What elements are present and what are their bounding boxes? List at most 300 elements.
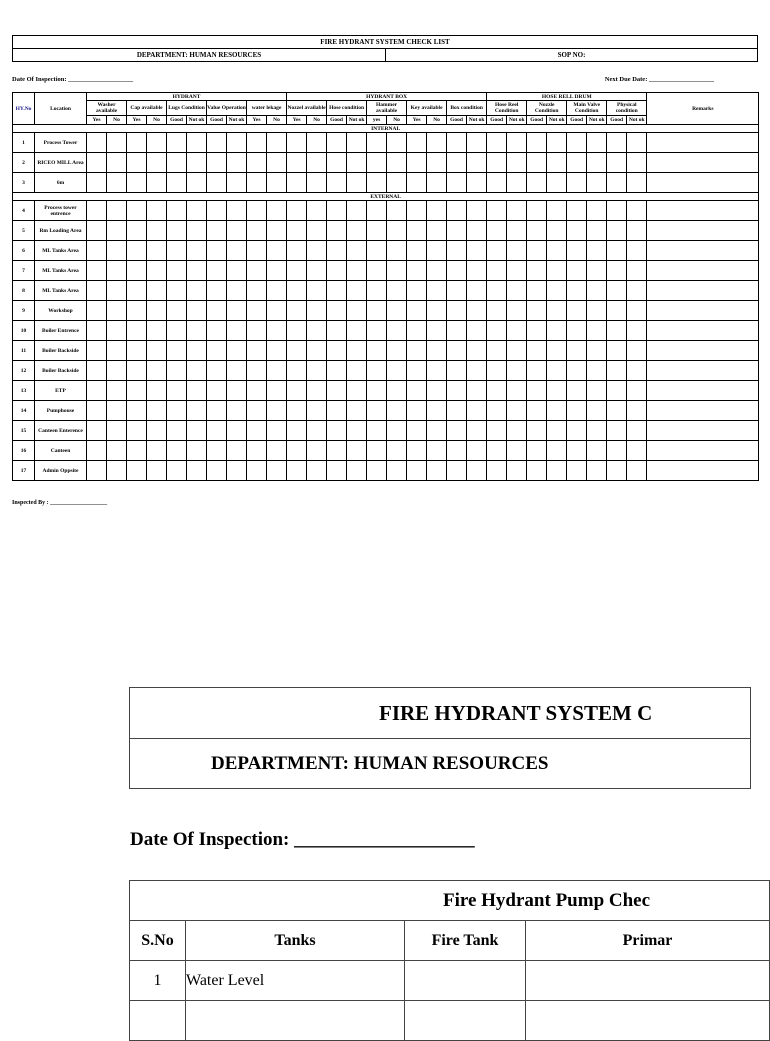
check-cell[interactable] (147, 153, 167, 173)
check-cell[interactable] (527, 341, 547, 361)
check-cell[interactable] (147, 201, 167, 221)
check-cell[interactable] (447, 301, 467, 321)
check-cell[interactable] (587, 201, 607, 221)
check-cell[interactable] (427, 461, 447, 481)
check-cell[interactable] (247, 153, 267, 173)
check-cell[interactable] (327, 261, 347, 281)
check-cell[interactable] (607, 321, 627, 341)
check-cell[interactable] (427, 301, 447, 321)
check-cell[interactable] (567, 221, 587, 241)
check-cell[interactable] (307, 321, 327, 341)
check-cell[interactable] (547, 221, 567, 241)
check-cell[interactable] (627, 301, 647, 321)
check-cell[interactable] (287, 153, 307, 173)
check-cell[interactable] (387, 421, 407, 441)
check-cell[interactable] (267, 221, 287, 241)
check-cell[interactable] (527, 221, 547, 241)
check-cell[interactable] (347, 133, 367, 153)
check-cell[interactable] (307, 281, 327, 301)
check-cell[interactable] (307, 421, 327, 441)
check-cell[interactable] (147, 261, 167, 281)
check-cell[interactable] (327, 381, 347, 401)
check-cell[interactable] (247, 201, 267, 221)
check-cell[interactable] (107, 133, 127, 153)
check-cell[interactable] (327, 173, 347, 193)
check-cell[interactable] (207, 301, 227, 321)
check-cell[interactable] (407, 461, 427, 481)
check-cell[interactable] (247, 281, 267, 301)
check-cell[interactable] (587, 441, 607, 461)
check-cell[interactable] (267, 301, 287, 321)
check-cell[interactable] (367, 441, 387, 461)
check-cell[interactable] (527, 301, 547, 321)
check-cell[interactable] (427, 441, 447, 461)
check-cell[interactable] (387, 261, 407, 281)
check-cell[interactable] (427, 241, 447, 261)
check-cell[interactable] (287, 281, 307, 301)
check-cell[interactable] (367, 153, 387, 173)
check-cell[interactable] (607, 173, 627, 193)
check-cell[interactable] (567, 133, 587, 153)
check-cell[interactable] (307, 361, 327, 381)
check-cell[interactable] (607, 301, 627, 321)
check-cell[interactable] (207, 321, 227, 341)
check-cell[interactable] (367, 221, 387, 241)
check-cell[interactable] (427, 321, 447, 341)
check-cell[interactable] (507, 201, 527, 221)
pump-cell[interactable] (526, 961, 770, 1001)
check-cell[interactable] (387, 461, 407, 481)
check-cell[interactable] (327, 133, 347, 153)
check-cell[interactable] (607, 401, 627, 421)
check-cell[interactable] (127, 201, 147, 221)
check-cell[interactable] (147, 321, 167, 341)
check-cell[interactable] (167, 201, 187, 221)
check-cell[interactable] (107, 401, 127, 421)
check-cell[interactable] (247, 361, 267, 381)
check-cell[interactable] (447, 421, 467, 441)
check-cell[interactable] (207, 341, 227, 361)
check-cell[interactable] (227, 361, 247, 381)
check-cell[interactable] (107, 421, 127, 441)
check-cell[interactable] (247, 321, 267, 341)
check-cell[interactable] (267, 261, 287, 281)
check-cell[interactable] (527, 461, 547, 481)
check-cell[interactable] (247, 381, 267, 401)
check-cell[interactable] (567, 381, 587, 401)
check-cell[interactable] (347, 201, 367, 221)
check-cell[interactable] (407, 381, 427, 401)
check-cell[interactable] (447, 221, 467, 241)
check-cell[interactable] (507, 221, 527, 241)
check-cell[interactable] (467, 461, 487, 481)
check-cell[interactable] (447, 153, 467, 173)
check-cell[interactable] (427, 421, 447, 441)
check-cell[interactable] (407, 301, 427, 321)
check-cell[interactable] (647, 321, 759, 341)
check-cell[interactable] (227, 381, 247, 401)
check-cell[interactable] (607, 133, 627, 153)
check-cell[interactable] (407, 281, 427, 301)
check-cell[interactable] (527, 421, 547, 441)
check-cell[interactable] (567, 361, 587, 381)
check-cell[interactable] (347, 421, 367, 441)
check-cell[interactable] (447, 261, 467, 281)
check-cell[interactable] (187, 441, 207, 461)
check-cell[interactable] (307, 301, 327, 321)
check-cell[interactable] (387, 201, 407, 221)
check-cell[interactable] (307, 261, 327, 281)
check-cell[interactable] (647, 341, 759, 361)
check-cell[interactable] (247, 441, 267, 461)
check-cell[interactable] (187, 221, 207, 241)
check-cell[interactable] (407, 221, 427, 241)
check-cell[interactable] (427, 261, 447, 281)
check-cell[interactable] (467, 401, 487, 421)
check-cell[interactable] (587, 153, 607, 173)
check-cell[interactable] (187, 401, 207, 421)
check-cell[interactable] (627, 361, 647, 381)
check-cell[interactable] (607, 221, 627, 241)
check-cell[interactable] (287, 301, 307, 321)
check-cell[interactable] (627, 173, 647, 193)
check-cell[interactable] (367, 461, 387, 481)
check-cell[interactable] (347, 153, 367, 173)
check-cell[interactable] (287, 201, 307, 221)
check-cell[interactable] (287, 241, 307, 261)
check-cell[interactable] (407, 173, 427, 193)
check-cell[interactable] (227, 321, 247, 341)
check-cell[interactable] (407, 241, 427, 261)
check-cell[interactable] (567, 153, 587, 173)
check-cell[interactable] (227, 221, 247, 241)
check-cell[interactable] (427, 341, 447, 361)
check-cell[interactable] (187, 133, 207, 153)
check-cell[interactable] (367, 341, 387, 361)
check-cell[interactable] (327, 341, 347, 361)
check-cell[interactable] (347, 221, 367, 241)
check-cell[interactable] (227, 281, 247, 301)
check-cell[interactable] (147, 401, 167, 421)
check-cell[interactable] (147, 441, 167, 461)
check-cell[interactable] (187, 461, 207, 481)
check-cell[interactable] (467, 301, 487, 321)
check-cell[interactable] (187, 281, 207, 301)
check-cell[interactable] (387, 173, 407, 193)
check-cell[interactable] (507, 461, 527, 481)
check-cell[interactable] (147, 301, 167, 321)
check-cell[interactable] (147, 341, 167, 361)
check-cell[interactable] (167, 361, 187, 381)
check-cell[interactable] (187, 361, 207, 381)
check-cell[interactable] (347, 341, 367, 361)
check-cell[interactable] (87, 301, 107, 321)
check-cell[interactable] (287, 441, 307, 461)
check-cell[interactable] (447, 173, 467, 193)
check-cell[interactable] (447, 381, 467, 401)
check-cell[interactable] (627, 281, 647, 301)
check-cell[interactable] (167, 381, 187, 401)
check-cell[interactable] (227, 241, 247, 261)
check-cell[interactable] (487, 401, 507, 421)
check-cell[interactable] (427, 381, 447, 401)
check-cell[interactable] (587, 341, 607, 361)
check-cell[interactable] (627, 441, 647, 461)
check-cell[interactable] (387, 381, 407, 401)
check-cell[interactable] (307, 201, 327, 221)
check-cell[interactable] (147, 281, 167, 301)
check-cell[interactable] (207, 201, 227, 221)
check-cell[interactable] (527, 281, 547, 301)
check-cell[interactable] (627, 241, 647, 261)
check-cell[interactable] (547, 461, 567, 481)
check-cell[interactable] (487, 261, 507, 281)
check-cell[interactable] (607, 441, 627, 461)
check-cell[interactable] (347, 301, 367, 321)
check-cell[interactable] (187, 201, 207, 221)
check-cell[interactable] (547, 321, 567, 341)
check-cell[interactable] (227, 201, 247, 221)
check-cell[interactable] (247, 461, 267, 481)
check-cell[interactable] (327, 281, 347, 301)
check-cell[interactable] (287, 173, 307, 193)
check-cell[interactable] (327, 421, 347, 441)
check-cell[interactable] (307, 381, 327, 401)
check-cell[interactable] (107, 281, 127, 301)
check-cell[interactable] (487, 361, 507, 381)
check-cell[interactable] (547, 341, 567, 361)
check-cell[interactable] (447, 201, 467, 221)
check-cell[interactable] (567, 281, 587, 301)
check-cell[interactable] (367, 381, 387, 401)
check-cell[interactable] (547, 401, 567, 421)
check-cell[interactable] (487, 201, 507, 221)
check-cell[interactable] (287, 321, 307, 341)
check-cell[interactable] (627, 221, 647, 241)
check-cell[interactable] (567, 341, 587, 361)
check-cell[interactable] (187, 261, 207, 281)
check-cell[interactable] (127, 381, 147, 401)
check-cell[interactable] (167, 261, 187, 281)
check-cell[interactable] (127, 321, 147, 341)
check-cell[interactable] (127, 421, 147, 441)
check-cell[interactable] (367, 321, 387, 341)
check-cell[interactable] (127, 401, 147, 421)
check-cell[interactable] (287, 461, 307, 481)
check-cell[interactable] (607, 261, 627, 281)
check-cell[interactable] (167, 301, 187, 321)
check-cell[interactable] (487, 281, 507, 301)
check-cell[interactable] (247, 241, 267, 261)
check-cell[interactable] (227, 341, 247, 361)
check-cell[interactable] (87, 153, 107, 173)
check-cell[interactable] (547, 153, 567, 173)
check-cell[interactable] (107, 301, 127, 321)
check-cell[interactable] (187, 173, 207, 193)
check-cell[interactable] (307, 461, 327, 481)
check-cell[interactable] (447, 441, 467, 461)
check-cell[interactable] (507, 381, 527, 401)
check-cell[interactable] (507, 241, 527, 261)
check-cell[interactable] (407, 361, 427, 381)
check-cell[interactable] (587, 401, 607, 421)
check-cell[interactable] (187, 301, 207, 321)
check-cell[interactable] (267, 361, 287, 381)
check-cell[interactable] (87, 341, 107, 361)
check-cell[interactable] (347, 401, 367, 421)
check-cell[interactable] (187, 421, 207, 441)
check-cell[interactable] (387, 301, 407, 321)
check-cell[interactable] (507, 173, 527, 193)
check-cell[interactable] (647, 301, 759, 321)
check-cell[interactable] (407, 133, 427, 153)
check-cell[interactable] (327, 153, 347, 173)
check-cell[interactable] (487, 441, 507, 461)
check-cell[interactable] (607, 281, 627, 301)
check-cell[interactable] (167, 421, 187, 441)
check-cell[interactable] (567, 421, 587, 441)
check-cell[interactable] (647, 133, 759, 153)
check-cell[interactable] (527, 201, 547, 221)
check-cell[interactable] (247, 261, 267, 281)
check-cell[interactable] (527, 321, 547, 341)
check-cell[interactable] (147, 173, 167, 193)
check-cell[interactable] (567, 321, 587, 341)
check-cell[interactable] (607, 341, 627, 361)
check-cell[interactable] (227, 401, 247, 421)
check-cell[interactable] (547, 173, 567, 193)
check-cell[interactable] (507, 421, 527, 441)
check-cell[interactable] (567, 241, 587, 261)
check-cell[interactable] (607, 421, 627, 441)
check-cell[interactable] (467, 221, 487, 241)
check-cell[interactable] (387, 133, 407, 153)
check-cell[interactable] (627, 153, 647, 173)
check-cell[interactable] (267, 201, 287, 221)
check-cell[interactable] (387, 341, 407, 361)
check-cell[interactable] (87, 401, 107, 421)
check-cell[interactable] (427, 361, 447, 381)
check-cell[interactable] (127, 301, 147, 321)
check-cell[interactable] (387, 241, 407, 261)
check-cell[interactable] (367, 133, 387, 153)
check-cell[interactable] (647, 221, 759, 241)
check-cell[interactable] (547, 441, 567, 461)
check-cell[interactable] (267, 441, 287, 461)
check-cell[interactable] (147, 421, 167, 441)
check-cell[interactable] (647, 241, 759, 261)
check-cell[interactable] (87, 173, 107, 193)
check-cell[interactable] (347, 321, 367, 341)
check-cell[interactable] (167, 173, 187, 193)
check-cell[interactable] (387, 401, 407, 421)
check-cell[interactable] (507, 301, 527, 321)
check-cell[interactable] (107, 441, 127, 461)
check-cell[interactable] (487, 221, 507, 241)
check-cell[interactable] (307, 221, 327, 241)
check-cell[interactable] (227, 301, 247, 321)
check-cell[interactable] (347, 461, 367, 481)
check-cell[interactable] (267, 381, 287, 401)
check-cell[interactable] (367, 361, 387, 381)
check-cell[interactable] (267, 341, 287, 361)
check-cell[interactable] (267, 241, 287, 261)
check-cell[interactable] (167, 221, 187, 241)
check-cell[interactable] (527, 261, 547, 281)
check-cell[interactable] (507, 153, 527, 173)
check-cell[interactable] (87, 201, 107, 221)
check-cell[interactable] (107, 261, 127, 281)
check-cell[interactable] (287, 133, 307, 153)
check-cell[interactable] (267, 421, 287, 441)
check-cell[interactable] (487, 241, 507, 261)
check-cell[interactable] (267, 133, 287, 153)
check-cell[interactable] (167, 321, 187, 341)
check-cell[interactable] (627, 421, 647, 441)
check-cell[interactable] (527, 441, 547, 461)
check-cell[interactable] (147, 381, 167, 401)
check-cell[interactable] (527, 173, 547, 193)
check-cell[interactable] (387, 221, 407, 241)
check-cell[interactable] (367, 301, 387, 321)
check-cell[interactable] (247, 341, 267, 361)
check-cell[interactable] (467, 241, 487, 261)
check-cell[interactable] (167, 461, 187, 481)
check-cell[interactable] (207, 441, 227, 461)
check-cell[interactable] (647, 361, 759, 381)
check-cell[interactable] (387, 321, 407, 341)
check-cell[interactable] (447, 133, 467, 153)
check-cell[interactable] (87, 133, 107, 153)
check-cell[interactable] (467, 173, 487, 193)
check-cell[interactable] (187, 241, 207, 261)
check-cell[interactable] (167, 241, 187, 261)
check-cell[interactable] (227, 421, 247, 441)
check-cell[interactable] (567, 261, 587, 281)
check-cell[interactable] (327, 401, 347, 421)
check-cell[interactable] (467, 341, 487, 361)
check-cell[interactable] (467, 381, 487, 401)
check-cell[interactable] (207, 361, 227, 381)
check-cell[interactable] (467, 133, 487, 153)
check-cell[interactable] (387, 441, 407, 461)
check-cell[interactable] (607, 201, 627, 221)
check-cell[interactable] (307, 441, 327, 461)
check-cell[interactable] (207, 173, 227, 193)
check-cell[interactable] (567, 301, 587, 321)
check-cell[interactable] (267, 461, 287, 481)
pump-cell[interactable] (405, 961, 526, 1001)
check-cell[interactable] (147, 221, 167, 241)
check-cell[interactable] (127, 153, 147, 173)
check-cell[interactable] (367, 281, 387, 301)
check-cell[interactable] (347, 261, 367, 281)
check-cell[interactable] (587, 261, 607, 281)
check-cell[interactable] (587, 281, 607, 301)
check-cell[interactable] (367, 241, 387, 261)
check-cell[interactable] (547, 361, 567, 381)
check-cell[interactable] (587, 321, 607, 341)
check-cell[interactable] (367, 201, 387, 221)
check-cell[interactable] (147, 461, 167, 481)
check-cell[interactable] (247, 221, 267, 241)
check-cell[interactable] (627, 201, 647, 221)
check-cell[interactable] (487, 461, 507, 481)
check-cell[interactable] (327, 321, 347, 341)
check-cell[interactable] (547, 381, 567, 401)
check-cell[interactable] (647, 461, 759, 481)
check-cell[interactable] (307, 133, 327, 153)
